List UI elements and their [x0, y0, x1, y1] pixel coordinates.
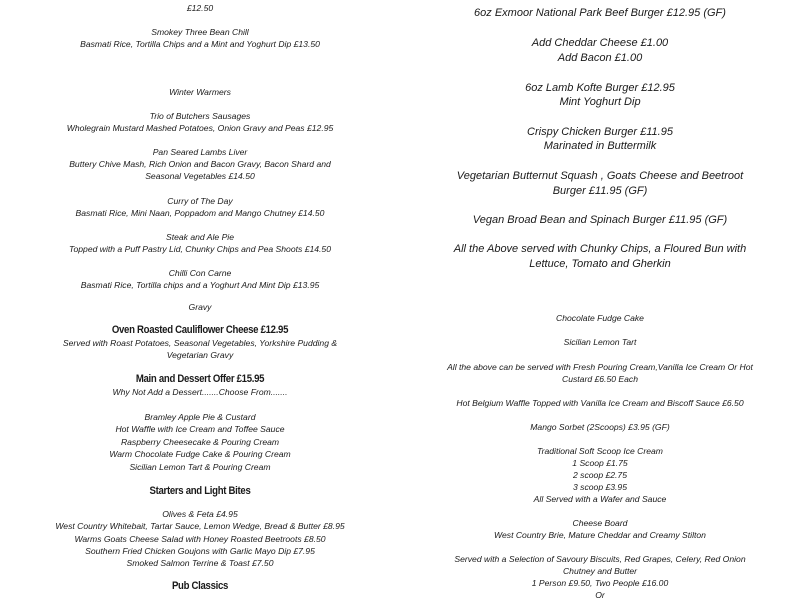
- section-heading: Pub Classics: [171, 580, 229, 593]
- menu-line: Warm Chocolate Fudge Cake & Pouring Cream: [109, 449, 291, 459]
- menu-line: Olives & Feta £4.95: [162, 509, 238, 519]
- menu-line: Seasonal Vegetables £14.50: [145, 171, 255, 181]
- menu-line: Or: [595, 590, 605, 600]
- menu-line: Custard £6.50 Each: [562, 374, 638, 384]
- menu-line: Vegan Broad Bean and Spinach Burger £11.95 (GF): [472, 214, 728, 226]
- menu-line: Lettuce, Tomato and Gherkin: [529, 258, 671, 270]
- menu-line: Vegetarian Gravy: [166, 350, 234, 360]
- menu-line: Chilli Con Carne: [168, 268, 232, 278]
- menu-line: Gravy: [188, 302, 212, 312]
- menu-line: 6oz Exmoor National Park Beef Burger £12.95 (GF): [474, 7, 726, 19]
- menu-line: Wholegrain Mustard Mashed Potatoes, Onion Gravy and Peas £12.95: [66, 123, 334, 133]
- menu-line: Cheese Board: [572, 518, 628, 528]
- menu-line: All the above can be served with Fresh Pouring Cream,Vanilla Ice Cream Or Hot: [447, 362, 753, 372]
- menu-line: Pan Seared Lambs Liver: [152, 147, 248, 157]
- menu-line: All the Above served with Chunky Chips, a Floured Bun with: [453, 243, 747, 255]
- menu-line: 1 Scoop £1.75: [572, 458, 628, 468]
- menu-line: Curry of The Day: [167, 196, 233, 206]
- section-heading: Starters and Light Bites: [149, 485, 251, 498]
- menu-line: Warms Goats Cheese Salad with Honey Roasted Beetroots £8.50: [74, 534, 326, 544]
- menu-line: Sicilian Lemon Tart & Pouring Cream: [129, 462, 271, 472]
- menu-line: Hot Waffle with Ice Cream and Toffee Sauce: [115, 424, 285, 434]
- menu-line: Burger £11.95 (GF): [552, 185, 648, 197]
- menu-line: Hot Belgium Waffle Topped with Vanilla Ice Cream and Biscoff Sauce £6.50: [456, 398, 744, 408]
- menu-line: Marinated in Buttermilk: [543, 140, 657, 152]
- menu-right-column: [400, 0, 800, 600]
- menu-line: Add Bacon £1.00: [557, 52, 643, 64]
- menu-line: Steak and Ale Pie: [166, 232, 234, 242]
- menu-line: Mint Yoghurt Dip: [559, 96, 641, 108]
- menu-line: Traditional Soft Scoop Ice Cream: [537, 446, 663, 456]
- menu-line: Served with a Selection of Savoury Biscuits, Red Grapes, Celery, Red Onion: [454, 554, 746, 564]
- menu-line: Trio of Butchers Sausages: [149, 111, 251, 121]
- menu-line: Crispy Chicken Burger £11.95: [527, 126, 673, 138]
- menu-line: Winter Warmers: [169, 87, 231, 97]
- menu-line: Mango Sorbet (2Scoops) £3.95 (GF): [530, 422, 670, 432]
- menu-line: Why Not Add a Dessert.......Choose From.......: [112, 387, 288, 397]
- menu-line: Southern Fried Chicken Goujons with Garlic Mayo Dip £7.95: [85, 546, 315, 556]
- menu-line: Add Cheddar Cheese £1.00: [531, 37, 669, 49]
- menu-line: West Country Brie, Mature Cheddar and Creamy Stilton: [494, 530, 706, 540]
- menu-line: West Country Whitebait, Tartar Sauce, Lemon Wedge, Bread & Butter £8.95: [55, 521, 345, 531]
- menu-line: Chutney and Butter: [562, 566, 638, 576]
- menu-line: All Served with a Wafer and Sauce: [533, 494, 667, 504]
- menu-line: Basmati Rice, Tortilla Chips and a Mint and Yoghurt Dip £13.50: [80, 39, 320, 49]
- menu-line: Basmati Rice, Tortilla chips and a Yoghurt And Mint Dip £13.95: [80, 280, 320, 290]
- section-heading: Oven Roasted Cauliflower Cheese £12.95: [111, 324, 289, 337]
- menu-line: 3 scoop £3.95: [573, 482, 627, 492]
- menu-line: 6oz Lamb Kofte Burger £12.95: [525, 82, 675, 94]
- menu-line: £12.50: [186, 3, 214, 13]
- menu-left-column: [0, 0, 400, 600]
- menu-line: Smoked Salmon Terrine & Toast £7.50: [126, 558, 274, 568]
- menu-line: 2 scoop £2.75: [573, 470, 627, 480]
- menu-line: Chocolate Fudge Cake: [556, 313, 644, 323]
- menu-line: Basmati Rice, Mini Naan, Poppadom and Mango Chutney £14.50: [75, 208, 325, 218]
- menu-line: Bramley Apple Pie & Custard: [144, 412, 256, 422]
- menu-line: Smokey Three Bean Chill: [151, 27, 249, 37]
- menu-line: Sicilian Lemon Tart: [563, 337, 637, 347]
- menu-line: Topped with a Puff Pastry Lid, Chunky Chips and Pea Shoots £14.50: [69, 244, 331, 254]
- section-heading: Main and Dessert Offer £15.95: [135, 373, 265, 386]
- menu-line: Raspberry Cheesecake & Pouring Cream: [120, 437, 280, 447]
- menu-line: Vegetarian Butternut Squash , Goats Cheese and Beetroot: [456, 170, 744, 182]
- menu-line: Buttery Chive Mash, Rich Onion and Bacon Gravy, Bacon Shard and: [69, 159, 331, 169]
- menu-line: 1 Person £9.50, Two People £16.00: [531, 578, 669, 588]
- menu-line: Served with Roast Potatoes, Seasonal Vegetables, Yorkshire Pudding &: [62, 338, 338, 348]
